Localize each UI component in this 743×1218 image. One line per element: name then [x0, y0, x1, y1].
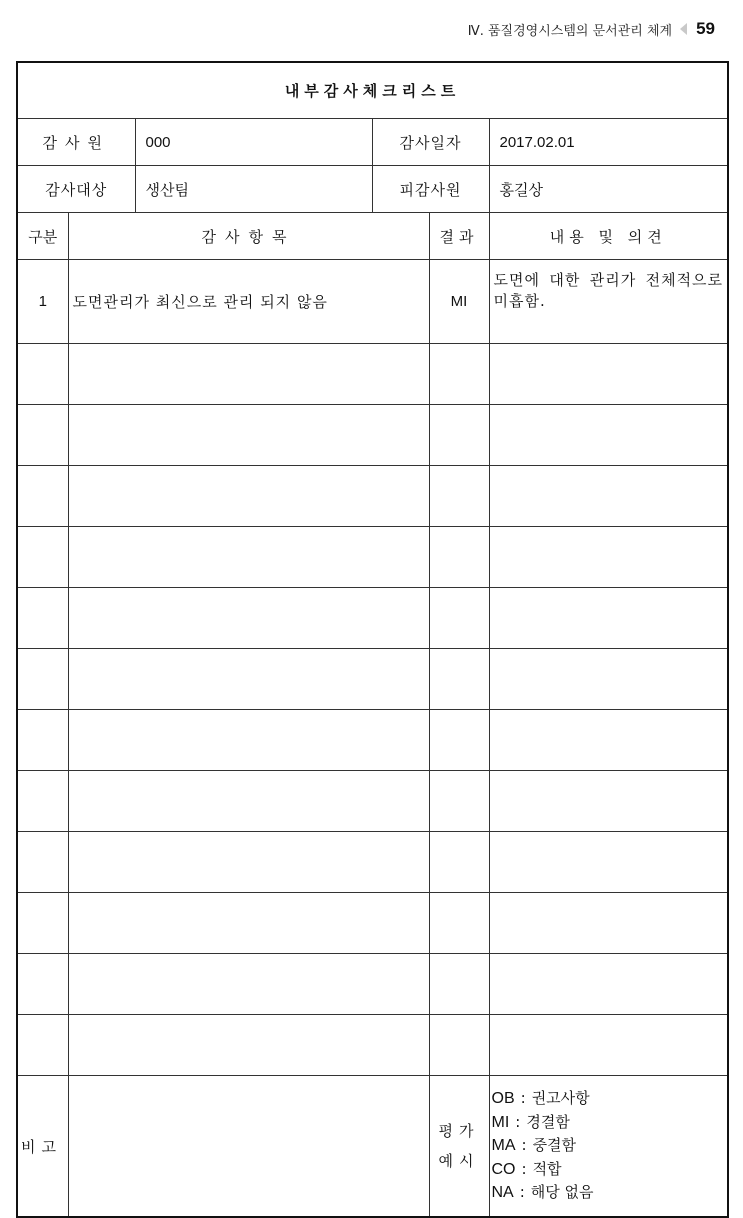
auditee-label: 피감사원 — [372, 166, 489, 213]
running-header — [468, 16, 715, 42]
result-cell[interactable] — [429, 588, 489, 649]
audit-item-cell[interactable] — [68, 771, 429, 832]
legend-item-ob — [492, 1087, 728, 1111]
table-row — [17, 588, 728, 649]
opinion-cell[interactable] — [489, 527, 728, 588]
audit-item-cell[interactable] — [68, 405, 429, 466]
audit-item-cell[interactable] — [68, 649, 429, 710]
column-header-result: 결과 — [429, 213, 489, 260]
table-row — [17, 954, 728, 1015]
row-number-cell[interactable] — [17, 893, 68, 954]
result-cell[interactable] — [429, 527, 489, 588]
legend-separator: : — [515, 1112, 521, 1131]
table-row — [17, 344, 728, 405]
audit-item-cell[interactable] — [68, 466, 429, 527]
result-cell[interactable] — [429, 954, 489, 1015]
legend-item-ma — [492, 1134, 728, 1158]
legend-code: MA — [491, 1137, 516, 1155]
column-header-no: 구분 — [17, 213, 68, 260]
legend-meaning: 권고사항 — [531, 1089, 590, 1108]
legend-code: CO — [491, 1160, 516, 1178]
audit-target-field[interactable]: 생산팀 — [135, 166, 372, 213]
audit-target-label: 감사대상 — [17, 166, 135, 213]
result-cell[interactable] — [429, 405, 489, 466]
row-number-cell[interactable] — [17, 771, 68, 832]
form-title: 내부감사체크리스트 — [17, 62, 728, 119]
opinion-cell[interactable] — [489, 588, 728, 649]
evaluation-legend — [489, 1076, 728, 1218]
row-number-cell[interactable] — [17, 649, 68, 710]
audit-item-cell[interactable] — [68, 893, 429, 954]
section-title: Ⅳ. 품질경영시스템의 문서관리 체계 — [467, 23, 673, 39]
opinion-cell[interactable]: 도면에 대한 관리가 전체적으로 미흡함. — [489, 260, 728, 344]
audit-item-cell[interactable] — [68, 954, 429, 1015]
legend-separator: : — [520, 1089, 526, 1108]
result-cell[interactable] — [429, 771, 489, 832]
row-number-cell[interactable] — [17, 1015, 68, 1076]
audit-item-cell[interactable]: 도면관리가 최신으로 관리 되지 않음 — [68, 260, 429, 344]
legend-separator: : — [519, 1183, 525, 1202]
evaluation-label-line-1: 평가 — [438, 1122, 480, 1140]
legend-item-co — [492, 1158, 728, 1182]
legend-code: NA — [491, 1184, 514, 1202]
audit-item-cell[interactable] — [68, 710, 429, 771]
remarks-row — [17, 1076, 728, 1218]
checklist-table — [16, 61, 729, 1218]
result-cell[interactable] — [429, 649, 489, 710]
legend-meaning: 해당 없음 — [530, 1183, 594, 1202]
table-row — [17, 405, 728, 466]
table-row — [17, 771, 728, 832]
table-row — [17, 893, 728, 954]
result-cell[interactable] — [429, 893, 489, 954]
column-header-opinion: 내용 및 의견 — [489, 213, 728, 260]
table-row — [17, 1015, 728, 1076]
row-number-cell[interactable] — [17, 466, 68, 527]
opinion-cell[interactable] — [489, 405, 728, 466]
result-cell[interactable] — [429, 710, 489, 771]
legend-code: MI — [491, 1113, 510, 1131]
row-number-cell[interactable]: 1 — [17, 260, 68, 344]
auditee-field[interactable]: 홍길상 — [489, 166, 728, 213]
evaluation-label-line-2: 예시 — [438, 1152, 480, 1170]
table-row — [17, 710, 728, 771]
table-row — [17, 260, 728, 344]
evaluation-example-label — [429, 1076, 489, 1218]
opinion-cell[interactable] — [489, 344, 728, 405]
auditor-field[interactable]: 000 — [135, 119, 372, 166]
opinion-cell[interactable] — [489, 649, 728, 710]
opinion-cell[interactable] — [489, 832, 728, 893]
result-cell[interactable]: MI — [429, 260, 489, 344]
table-row — [17, 527, 728, 588]
legend-separator: : — [521, 1136, 527, 1155]
result-cell[interactable] — [429, 344, 489, 405]
row-number-cell[interactable] — [17, 832, 68, 893]
result-cell[interactable] — [429, 1015, 489, 1076]
audit-date-label: 감사일자 — [372, 119, 489, 166]
opinion-cell[interactable] — [489, 771, 728, 832]
legend-code: OB — [491, 1090, 515, 1108]
result-cell[interactable] — [429, 832, 489, 893]
audit-item-cell[interactable] — [68, 588, 429, 649]
row-number-cell[interactable] — [17, 344, 68, 405]
legend-item-na — [492, 1181, 728, 1205]
triangle-left-icon — [680, 23, 687, 35]
row-number-cell[interactable] — [17, 710, 68, 771]
result-cell[interactable] — [429, 466, 489, 527]
audit-item-cell[interactable] — [68, 832, 429, 893]
info-row-target — [17, 166, 728, 213]
audit-item-cell[interactable] — [68, 344, 429, 405]
column-header-item: 감사항목 — [68, 213, 429, 260]
info-row-auditor — [17, 119, 728, 166]
row-number-cell[interactable] — [17, 588, 68, 649]
opinion-cell[interactable] — [489, 893, 728, 954]
legend-meaning: 중결함 — [532, 1136, 577, 1155]
remarks-label: 비고 — [17, 1076, 68, 1218]
legend-meaning: 적합 — [532, 1159, 562, 1178]
audit-item-cell[interactable] — [68, 527, 429, 588]
row-number-cell[interactable] — [17, 954, 68, 1015]
audit-checklist-form — [16, 61, 727, 1202]
row-number-cell[interactable] — [17, 527, 68, 588]
auditor-label: 감사원 — [17, 119, 135, 166]
table-row — [17, 832, 728, 893]
column-header-row — [17, 213, 728, 260]
audit-date-field[interactable]: 2017.02.01 — [489, 119, 728, 166]
opinion-cell[interactable] — [489, 954, 728, 1015]
legend-meaning: 경결함 — [526, 1112, 570, 1131]
legend-separator: : — [521, 1159, 527, 1178]
table-row — [17, 466, 728, 527]
opinion-cell[interactable] — [489, 710, 728, 771]
legend-item-mi — [492, 1111, 728, 1135]
opinion-cell[interactable] — [489, 466, 728, 527]
table-row — [17, 649, 728, 710]
page-number: 59 — [696, 19, 715, 38]
row-number-cell[interactable] — [17, 405, 68, 466]
audit-item-cell[interactable] — [68, 1015, 429, 1076]
opinion-cell[interactable] — [489, 1015, 728, 1076]
remarks-field[interactable] — [68, 1076, 429, 1218]
